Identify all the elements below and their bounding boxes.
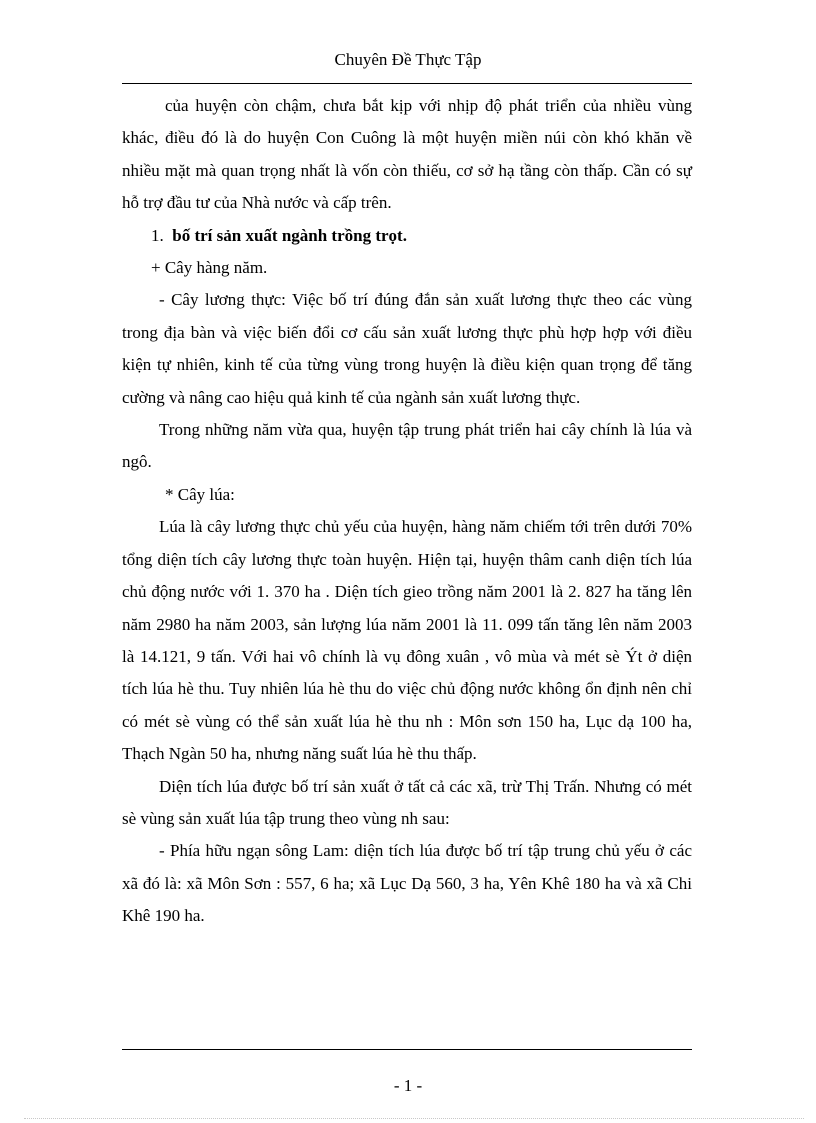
paragraph-annual-crops: + Cây hàng năm. bbox=[151, 258, 268, 278]
paragraph-rice-heading: * Cây lúa: bbox=[165, 484, 235, 504]
page-edge-divider bbox=[24, 1118, 804, 1119]
paragraph-intro: của huyện còn chậm, chưa bắt kịp với nhịp độ phát triển của nhiều vùng khác, điều đó là do huyện Con Cuông là một huyện miền núi còn khó khăn về nhiều mặt mà quan trọng nhất là vốn còn thiếu, cơ sở hạ tầng còn thấp. Cần có sự hỗ trợ đầu tư của Nhà nước và cấp trên. bbox=[122, 96, 692, 213]
paragraph-rice-details: Lúa là cây lương thực chủ yếu của huyện, hàng năm chiếm tới trên dưới 70% tổng diện tích cây lương thực toàn huyện. Hiện tại, huyện thâm canh diện tích lúa chủ động nước với 1. 370 ha . Diện tích gieo trồng năm 2001 là 2. 827 ha tăng lên năm 2980 ha năm 2003, sản lượng lúa năm 2001 là 11. 099 tấn tăng lên năm 2003 là 14.121, 9 tấn. Với hai vô chính là vụ đông xuân , vô mùa và mét sè Ýt ở diện tích lúa hè thu. Tuy nhiên lúa hè thu do việc chủ động nước không ổn định nên chỉ có mét sè vùng có thể sản xuất lúa hè thu nh : Môn sơn 150 ha, Lục dạ 100 ha, Thạch Ngàn 50 ha, nhưng năng suất lúa hè thu thấp. bbox=[122, 517, 692, 764]
header-divider bbox=[122, 83, 692, 84]
paragraph-main-crops: Trong những năm vừa qua, huyện tập trung phát triển hai cây chính là lúa và ngô. bbox=[122, 420, 692, 472]
page-header-title: Chuyên Đề Thực Tập bbox=[334, 50, 482, 69]
section-heading bbox=[122, 220, 692, 252]
paragraph-right-bank: - Phía hữu ngạn sông Lam: diện tích lúa được bố trí tập trung chủ yếu ở các xã đó là: xã Môn Sơn : 557, 6 ha; xã Lục Dạ 560, 3 ha, Yên Khê 180 ha và xã Chi Khê 190 ha. bbox=[122, 841, 692, 926]
paragraph-food-crops: - Cây lương thực: Việc bố trí đúng đắn sản xuất lương thực theo các vùng trong địa bàn và việc biến đổi cơ cấu sản xuất lương thực phù hợp hợp với điều kiện tự nhiên, kinh tế của từng vùng trong huyện là điều kiện quan trọng để tăng cường và nâng cao hiệu quả kinh tế của ngành sản xuất lương thực. bbox=[122, 290, 692, 407]
footer-divider bbox=[122, 1049, 692, 1050]
section-heading-number: 1. bbox=[151, 225, 164, 245]
paragraph-rice-distribution: Diện tích lúa được bố trí sản xuất ở tất cả các xã, trừ Thị Trấn. Nhưng có mét sè vùng sản xuất lúa tập trung theo vùng nh sau: bbox=[122, 776, 692, 828]
document-body bbox=[122, 90, 692, 933]
section-heading-text: bố trí sản xuất ngành trồng trọt. bbox=[172, 225, 407, 245]
page-number: - 1 - bbox=[393, 1076, 423, 1095]
